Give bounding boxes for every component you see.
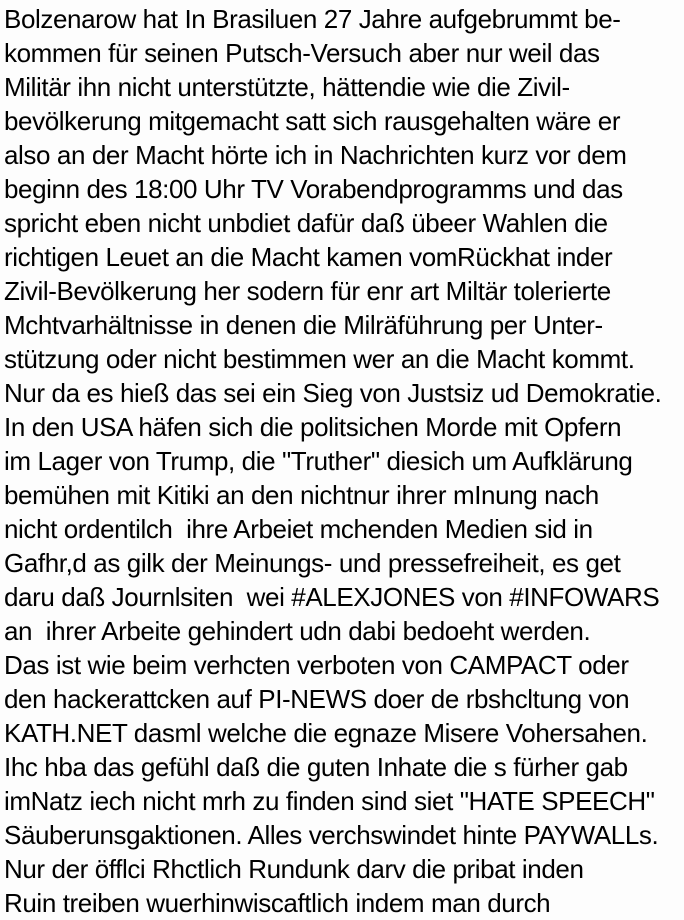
text-line: Bolzenarow hat In Brasiluen 27 Jahre aufgebrummt be- [4,4,621,34]
text-line: nicht ordentilch ihre Arbeiet mchenden Medien sid in [4,514,593,544]
text-line: stützung oder nicht bestimmen wer an die Macht kommt. [4,344,635,374]
text-line: Ruin treiben wuerhinwiscaftlich indem man durch [4,888,551,918]
text-line: beginn des 18:00 Uhr TV Vorabendprogramms und das [4,174,623,204]
text-line: kommen für seinen Putsch-Versuch aber nur weil das [4,38,600,68]
text-line: im Lager von Trump, die "Truther" diesich um Aufklärung [4,446,633,476]
text-line: Mchtvarhältnisse in denen die Milräführung per Unter- [4,310,603,340]
text-line: Säuberunsgaktionen. Alles verchswindet hinte PAYWALLs. [4,820,659,850]
text-line: Militär ihn nicht unterstützte, hättendie wie die Zivil- [4,72,570,102]
text-line: Nur da es hieß das sei ein Sieg von Justsiz ud Demokratie. [4,378,662,408]
text-line: richtigen Leuet an die Macht kamen vomRückhat inder [4,242,613,272]
text-line: den hackerattcken auf PI-NEWS doer de rbshcltung von [4,684,630,714]
text-line: Nur der öfflci Rhctlich Rundunk darv die pribat inden [4,854,584,884]
text-line: spricht eben nicht unbdiet dafür daß übeer Wahlen die [4,208,608,238]
text-line: In den USA häfen sich die politsichen Morde mit Opfern [4,412,622,442]
text-line: Ihc hba das gefühl daß die guten Inhate die s fürher gab [4,752,628,782]
text-line: daru daß Journlsiten wei #ALEXJONES von #INFOWARS [4,582,660,612]
text-line: imNatz iech nicht mrh zu finden sind siet "HATE SPEECH" [4,786,655,816]
text-line: bevölkerung mitgemacht satt sich rausgehalten wäre er [4,106,621,136]
text-line: bemühen mit Kitiki an den nichtnur ihrer mInung nach [4,480,599,510]
text-line: also an der Macht hörte ich in Nachrichten kurz vor dem [4,140,627,170]
text-line: Gafhr,d as gilk der Meinungs- und pressefreiheit, es get [4,548,621,578]
text-line: KATH.NET dasml welche die egnaze Misere Vohersahen. [4,718,648,748]
text-line: an ihrer Arbeite gehindert udn dabi bedoeht werden. [4,616,591,646]
text-line: Zivil-Bevölkerung her sodern für enr art Miltär tolerierte [4,276,611,306]
text-line: Das ist wie beim verhcten verboten von CAMPACT oder [4,650,629,680]
